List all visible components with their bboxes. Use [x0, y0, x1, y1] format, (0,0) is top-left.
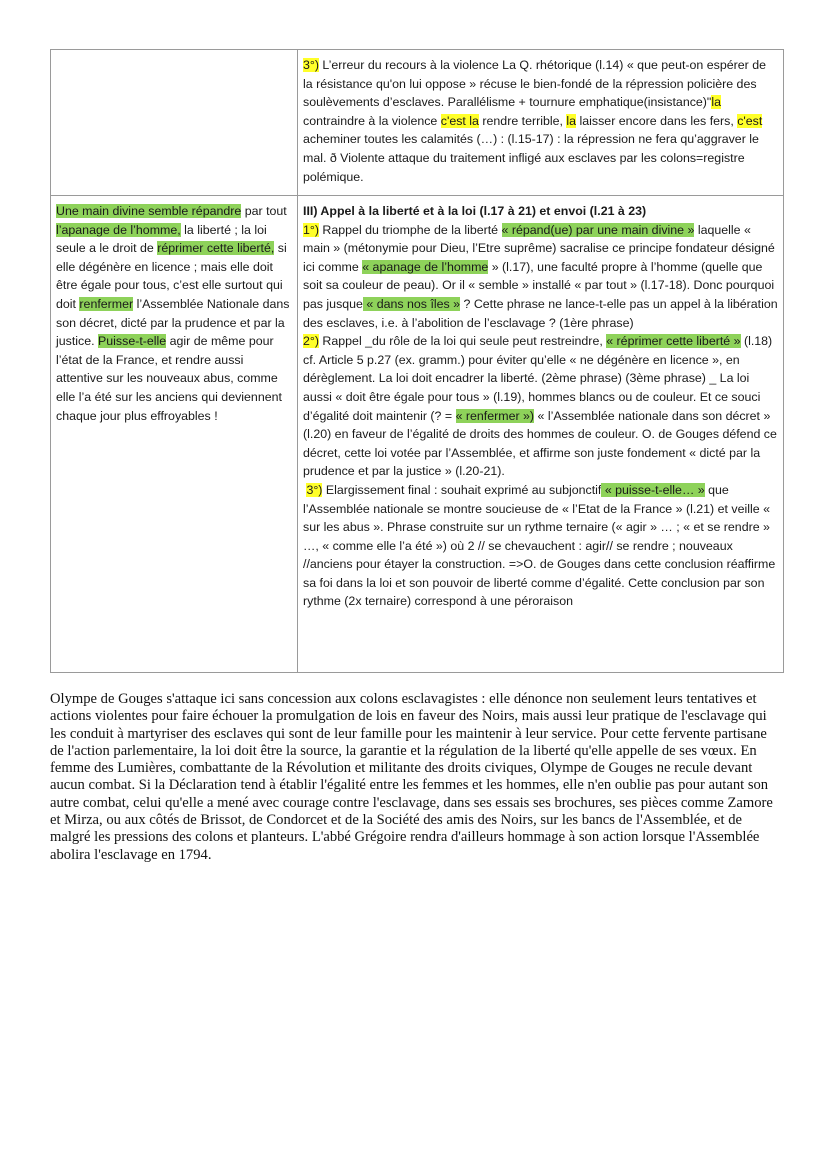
- commentary-text: acheminer toutes les calamités (…) : (l.15-17) : la répression ne fera qu’aggraver le mal. ð Violente attaque du traitement infligé aux esclaves par les colons=registre polémique.: [303, 132, 759, 184]
- commentary-text: laquelle « main » (métonymie pour Dieu, l’Etre suprême) sacralise ce principe fondateur désigné ici comme: [303, 222, 775, 274]
- highlight: la: [566, 113, 577, 128]
- section-heading: III) Appel à la liberté et à la loi (l.17 à 21) et envoi (l.21 à 23): [303, 204, 647, 218]
- commentary-text: Rappel du triomphe de la liberté: [318, 222, 502, 237]
- commentary-cell: [298, 196, 784, 673]
- commentary-text: « l’Assemblée nationale dans son décret » (l.20) en faveur de l’égalité de droits des hommes de couleur. O. de Gouges défend ce décret, cette loi votée par l’Assemblée, et affirme son juste fondement « dicté par la prudence et par la justice » (l.20-21).: [303, 408, 777, 479]
- excerpt-text: si elle dégénère en licence ; mais elle doit être égale pour tous, c’est elle surtout qui doit: [56, 241, 287, 311]
- commentary-text: L’erreur du recours à la violence La Q. rhétorique (l.14) « que peut-on espérer de la résistance qu'on lui oppose » récuse le bien-fondé de la répression policière des soulèvements d’esclaves. Parallélisme + tournure emphatique(insistance)": [303, 58, 766, 110]
- point-number: 1°): [303, 222, 319, 237]
- commentary-text: ? Cette phrase ne lance-t-elle pas un appel à la libération des esclaves, i.e. à l’abolition de l’esclavage ? (1ère phrase): [303, 296, 778, 330]
- highlight: Puisse-t-elle: [98, 334, 167, 349]
- excerpt-text: agir de même pour l’état de la France, et rendre aussi attentive sur les nouveaux abus, comme elle l’a été sur les anciens qui deviennent chaque jour plus effroyables !: [56, 334, 282, 423]
- excerpt-text: par tout: [241, 204, 287, 218]
- text-excerpt-cell-empty: [51, 50, 298, 196]
- table-row: [51, 50, 784, 196]
- text-excerpt-cell: [51, 196, 298, 673]
- analysis-table: [50, 49, 784, 673]
- commentary-text: contraindre à la violence: [303, 113, 441, 128]
- highlight: Une main divine semble répandre: [56, 204, 242, 218]
- highlight: la: [711, 95, 721, 110]
- conclusion-paragraph: Olympe de Gouges s'attaque ici sans concession aux colons esclavagistes : elle dénonce non seulement leurs tentatives et actions violentes pour faire échouer la promulgation de lois en faveur des Noirs, mais aussi leur pratique de l'esclavage qui les conduit à martyriser des esclaves qui sont de leur famille pour les maintenir à leur service. Pour cette fervente partisane de l'action parlementaire, la loi doit être la source, la garantie et la régulation de la liberté qu'elle appelle de ses vœux. En femme des Lumières, combattante de la Révolution et militante des droits civiques, Olympe de Gouges ne recule devant aucun combat. Si la Déclaration tend à établir l'égalité entre les femmes et les hommes, elle n'en oublie pas pour autant son autre combat, celui qu'elle a mené avec courage contre l'esclavage, dans ses essais ses brochures, ses pièces comme Zamore et Mirza, ou aux côtés de Brissot, de Condorcet et de la Société des amis des Noirs, sur les bancs de l'Assemblée, et de malgré les pressions des colons et planteurs. L'abbé Grégoire rendra d'ailleurs hommage à son action lorsque l'Assemblée abolira l'esclavage en 1794.: [50, 691, 773, 863]
- highlight: c'est: [737, 113, 763, 128]
- highlight: « dans nos îles »: [362, 296, 461, 311]
- excerpt-text: la liberté ; la loi seule a le droit de: [56, 222, 267, 256]
- commentary-text: (l.18) cf. Article 5 p.27 (ex. gramm.) pour éviter qu’elle « ne dégénère en licence », en dérèglement. La loi doit encadrer la liberté. (2ème phrase) (3ème phrase) _ La loi aussi « doit être égale pour tous » (l.19), hommes blancs ou de couleur. Et ce souci d’égalité doit maintenir (? =: [303, 334, 773, 423]
- highlight: réprimer cette liberté,: [157, 241, 275, 256]
- commentary-text: Elargissement final : souhait exprimé au subjonctif: [322, 482, 602, 497]
- commentary-cell: [298, 50, 784, 196]
- commentary-text: rendre terrible,: [478, 113, 567, 128]
- highlight: renfermer: [79, 296, 134, 311]
- highlight: c'est la: [440, 113, 479, 128]
- commentary-text: laisser encore dans les fers,: [576, 113, 738, 128]
- table-row: [51, 196, 784, 673]
- commentary-text: que l’Assemblée nationale se montre soucieuse de « l’Etat de la France » (l.21) et veille « sur les abus ». Phrase construite sur un rythme ternaire (« agir » … ; « et se rendre » …, « comme elle l’a été ») où 2 // se chevauchent : agir// se rendre ; nouveaux //anciens pour étayer la construction. =>O. de Gouges dans cette conclusion réaffirme sa foi dans la loi et son pouvoir de liberté comme d’égalité. Cette conclusion par son rythme (2x ternaire) correspond à une péroraison: [303, 482, 776, 609]
- point-number: 3°): [303, 58, 319, 72]
- point-number: 2°): [303, 334, 319, 349]
- highlight: « réprimer cette liberté »: [606, 334, 741, 349]
- highlight: l’apanage de l’homme,: [56, 222, 181, 237]
- commentary-text: Rappel _du rôle de la loi qui seule peut restreindre,: [318, 334, 607, 349]
- commentary-text: » (l.17), une faculté propre à l’homme (quelle que soit sa couleur de peau). Or il « semble » installé « par tout » (l.17-18). Donc pourquoi pas jusque: [303, 259, 775, 311]
- point-number: 3°): [306, 482, 323, 497]
- highlight: « apanage de l’homme: [362, 259, 489, 274]
- highlight: « renfermer »): [455, 408, 535, 423]
- highlight: « répand(ue) par une main divine »: [501, 222, 695, 237]
- highlight: « puisse-t-elle… »: [601, 482, 705, 497]
- excerpt-text: l’Assemblée Nationale dans son décret, dicté par la prudence et par la justice.: [56, 296, 290, 349]
